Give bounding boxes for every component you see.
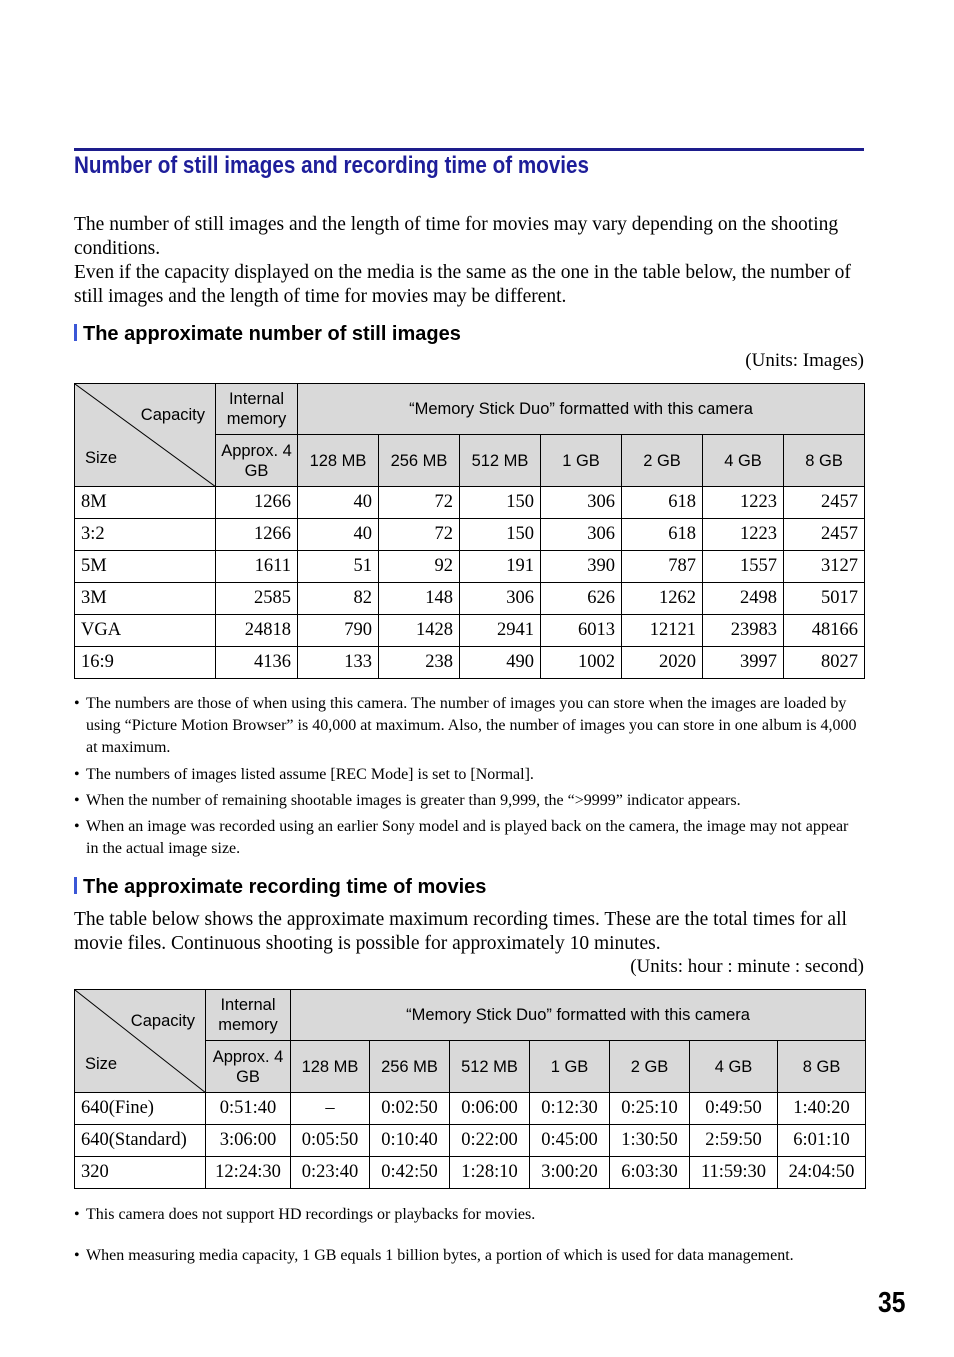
still-value-cell: 1611 [216, 551, 298, 583]
still-col-header: 2 GB [622, 435, 703, 487]
heading-marker [74, 324, 77, 341]
still-value-cell: 306 [460, 583, 541, 615]
title-rule [74, 148, 864, 151]
table-row [75, 1093, 866, 1125]
movie-value-cell: 0:06:00 [450, 1093, 530, 1125]
intro-paragraph-2: Even if the capacity displayed on the media is the same as the one in the table below, the number of still images and the length of time for movies may be different. [74, 262, 851, 307]
still-value-cell: 8027 [784, 647, 865, 679]
still-value-cell: 1428 [379, 615, 460, 647]
movie-value-cell: 11:59:30 [690, 1157, 778, 1189]
still-col-header: 1 GB [541, 435, 622, 487]
still-value-cell: 5017 [784, 583, 865, 615]
still-value-cell: 618 [622, 519, 703, 551]
still-value-cell: 787 [622, 551, 703, 583]
still-value-cell: 3127 [784, 551, 865, 583]
still-value-cell: 306 [541, 487, 622, 519]
intro-paragraph-1: The number of still images and the length of time for movies may vary depending on the shooting conditions. [74, 214, 839, 259]
page-number: 35 [878, 1287, 906, 1319]
still-value-cell: 390 [541, 551, 622, 583]
movie-value-cell: 1:40:20 [778, 1093, 866, 1125]
table-row [75, 1125, 866, 1157]
table-row [75, 615, 865, 647]
still-col-header: 128 MB [298, 435, 379, 487]
internal-memory-header: Internal memory [206, 990, 291, 1041]
movie-note-1: • This camera does not support HD recordings or playbacks for movies. [74, 1204, 864, 1226]
movie-value-cell: 0:51:40 [206, 1093, 291, 1125]
still-note-3: • When the number of remaining shootable images is greater than 9,999, the “>9999” indicator appears. [74, 790, 864, 812]
still-value-cell: 618 [622, 487, 703, 519]
movie-col-header: 8 GB [778, 1041, 866, 1093]
movie-size-cell: 640(Standard) [75, 1125, 206, 1157]
still-value-cell: 2498 [703, 583, 784, 615]
movie-value-cell: 6:03:30 [610, 1157, 690, 1189]
movie-size-cell: 640(Fine) [75, 1093, 206, 1125]
still-value-cell: 306 [541, 519, 622, 551]
still-value-cell: 92 [379, 551, 460, 583]
movie-col-header: 2 GB [610, 1041, 690, 1093]
movie-value-cell: – [291, 1093, 370, 1125]
still-value-cell: 3997 [703, 647, 784, 679]
movie-value-cell: 0:49:50 [690, 1093, 778, 1125]
still-value-cell: 72 [379, 487, 460, 519]
movie-value-cell: 0:12:30 [530, 1093, 610, 1125]
movie-value-cell: 0:22:00 [450, 1125, 530, 1157]
still-size-cell: 3M [75, 583, 216, 615]
still-value-cell: 133 [298, 647, 379, 679]
page-title: Number of still images and recording time of movies [74, 152, 589, 179]
still-value-cell: 40 [298, 487, 379, 519]
memory-stick-header: “Memory Stick Duo” formatted with this camera [298, 384, 865, 435]
movie-value-cell: 0:42:50 [370, 1157, 450, 1189]
table-row [75, 1157, 866, 1189]
still-size-cell: 5M [75, 551, 216, 583]
still-value-cell: 4136 [216, 647, 298, 679]
still-col-header: Approx. 4 GB [216, 435, 298, 487]
movie-value-cell: 0:02:50 [370, 1093, 450, 1125]
still-note-4: • When an image was recorded using an earlier Sony model and is played back on the camera, the image may not appear in the actual image size. [74, 816, 864, 860]
movie-value-cell: 1:30:50 [610, 1125, 690, 1157]
size-label: Size [85, 449, 118, 467]
still-value-cell: 2457 [784, 487, 865, 519]
movie-col-header: 128 MB [291, 1041, 370, 1093]
movie-size-cell: 320 [75, 1157, 206, 1189]
still-size-cell: 8M [75, 487, 216, 519]
movie-value-cell: 6:01:10 [778, 1125, 866, 1157]
still-value-cell: 490 [460, 647, 541, 679]
movie-value-cell: 3:00:20 [530, 1157, 610, 1189]
capacity-label: Capacity [140, 406, 205, 424]
still-note-1: • The numbers are those of when using this camera. The number of images you can store when the images are loaded by using “Picture Motion Browser” is 40,000 at maximum. Also, the number of images you can store in one album is 4,000 at maximum. [74, 693, 864, 759]
movie-value-cell: 0:10:40 [370, 1125, 450, 1157]
movie-value-cell: 0:25:10 [610, 1093, 690, 1125]
still-value-cell: 72 [379, 519, 460, 551]
still-value-cell: 1262 [622, 583, 703, 615]
internal-memory-header: Internal memory [216, 384, 298, 435]
memory-stick-header: “Memory Stick Duo” formatted with this camera [291, 990, 866, 1041]
still-note-2: • The numbers of images listed assume [REC Mode] is set to [Normal]. [74, 764, 864, 786]
size-label: Size [85, 1055, 118, 1073]
still-col-header: 512 MB [460, 435, 541, 487]
still-value-cell: 1002 [541, 647, 622, 679]
movie-time-table [74, 989, 866, 1189]
still-value-cell: 82 [298, 583, 379, 615]
still-value-cell: 24818 [216, 615, 298, 647]
table-row [75, 487, 865, 519]
still-value-cell: 40 [298, 519, 379, 551]
still-value-cell: 48166 [784, 615, 865, 647]
still-value-cell: 1266 [216, 487, 298, 519]
movie-col-header: 256 MB [370, 1041, 450, 1093]
movie-col-header: 1 GB [530, 1041, 610, 1093]
still-value-cell: 148 [379, 583, 460, 615]
movies-units: (Units: hour : minute : second) [630, 956, 864, 977]
movie-value-cell: 0:45:00 [530, 1125, 610, 1157]
corner-diagonal [75, 990, 206, 1093]
still-value-cell: 150 [460, 519, 541, 551]
movie-col-header: Approx. 4 GB [206, 1041, 291, 1093]
still-col-header: 4 GB [703, 435, 784, 487]
still-col-header: 256 MB [379, 435, 460, 487]
movie-value-cell: 0:23:40 [291, 1157, 370, 1189]
still-images-table [74, 383, 865, 679]
still-value-cell: 790 [298, 615, 379, 647]
movie-col-header: 4 GB [690, 1041, 778, 1093]
still-value-cell: 191 [460, 551, 541, 583]
still-value-cell: 2020 [622, 647, 703, 679]
heading-marker [74, 877, 77, 894]
still-value-cell: 2585 [216, 583, 298, 615]
still-size-cell: 3:2 [75, 519, 216, 551]
still-value-cell: 1223 [703, 519, 784, 551]
still-value-cell: 1266 [216, 519, 298, 551]
still-size-cell: 16:9 [75, 647, 216, 679]
still-size-cell: VGA [75, 615, 216, 647]
still-corner-header [75, 384, 216, 487]
still-value-cell: 626 [541, 583, 622, 615]
table-row [75, 551, 865, 583]
still-col-header: 8 GB [784, 435, 865, 487]
table-row [75, 647, 865, 679]
movie-note-2: • When measuring media capacity, 1 GB equals 1 billion bytes, a portion of which is used for data management. [74, 1245, 864, 1267]
still-images-heading-text: The approximate number of still images [83, 323, 461, 345]
still-images-heading [74, 323, 461, 346]
movie-col-header: 512 MB [450, 1041, 530, 1093]
still-value-cell: 1223 [703, 487, 784, 519]
still-value-cell: 238 [379, 647, 460, 679]
corner-diagonal [75, 384, 216, 487]
still-value-cell: 6013 [541, 615, 622, 647]
movies-intro: The table below shows the approximate maximum recording times. These are the total times for all movie files. Continuous shooting is possible for approximately 10 minutes. [74, 909, 847, 954]
still-units: (Units: Images) [745, 350, 864, 371]
movies-heading-text: The approximate recording time of movies [83, 876, 487, 898]
table-row [75, 519, 865, 551]
movie-value-cell: 0:05:50 [291, 1125, 370, 1157]
still-value-cell: 12121 [622, 615, 703, 647]
still-value-cell: 23983 [703, 615, 784, 647]
still-value-cell: 1557 [703, 551, 784, 583]
table-row [75, 583, 865, 615]
still-value-cell: 2941 [460, 615, 541, 647]
movie-value-cell: 2:59:50 [690, 1125, 778, 1157]
movie-value-cell: 1:28:10 [450, 1157, 530, 1189]
movie-value-cell: 24:04:50 [778, 1157, 866, 1189]
still-value-cell: 51 [298, 551, 379, 583]
capacity-label: Capacity [130, 1012, 195, 1030]
movies-heading [74, 876, 486, 899]
still-value-cell: 2457 [784, 519, 865, 551]
movie-corner-header [75, 990, 206, 1093]
movie-value-cell: 12:24:30 [206, 1157, 291, 1189]
still-value-cell: 150 [460, 487, 541, 519]
movie-value-cell: 3:06:00 [206, 1125, 291, 1157]
